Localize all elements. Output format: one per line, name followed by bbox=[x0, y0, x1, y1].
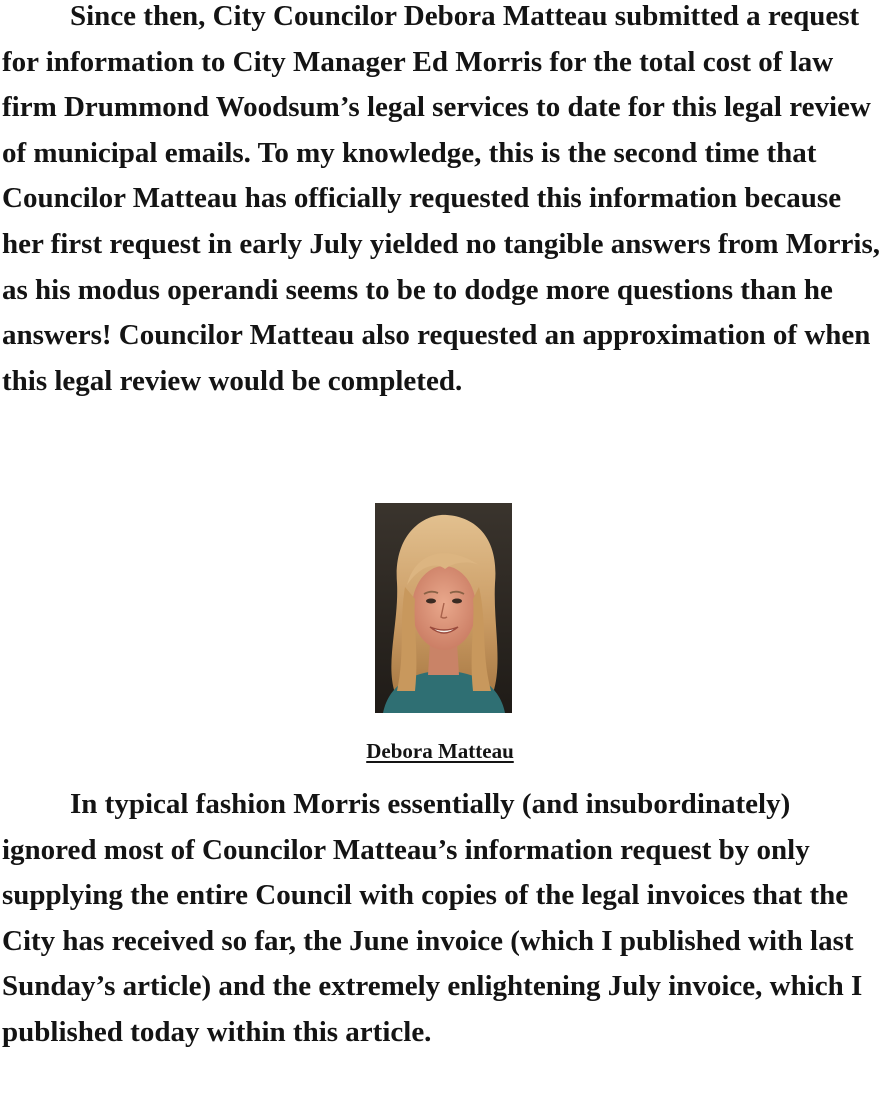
article-paragraph-1: Since then, City Councilor Debora Matteau submitted a request for information to City Manager Ed Morris for the total cost of law firm Drummond Woodsum’s legal services to date for this legal review of municipal emails. To my knowledge, this is the second time that Councilor Matteau has officially requested this information because her first request in early July yielded no tangible answers from Morris, as his modus operandi seems to be to dodge more questions than he answers! Councilor Matteau also requested an approximation of when this legal review would be completed. bbox=[2, 0, 880, 397]
photo-caption: Debora Matteau bbox=[366, 739, 514, 763]
article-paragraph-2: In typical fashion Morris essentially (and insubordinately) ignored most of Councilor Matteau’s information request by only supplying the entire Council with copies of the legal invoices that the City has received so far, the June invoice (which I published with last Sunday’s article) and the extremely enlightening July invoice, which I published today within this article. bbox=[2, 788, 863, 1048]
portrait-photo bbox=[375, 503, 512, 713]
